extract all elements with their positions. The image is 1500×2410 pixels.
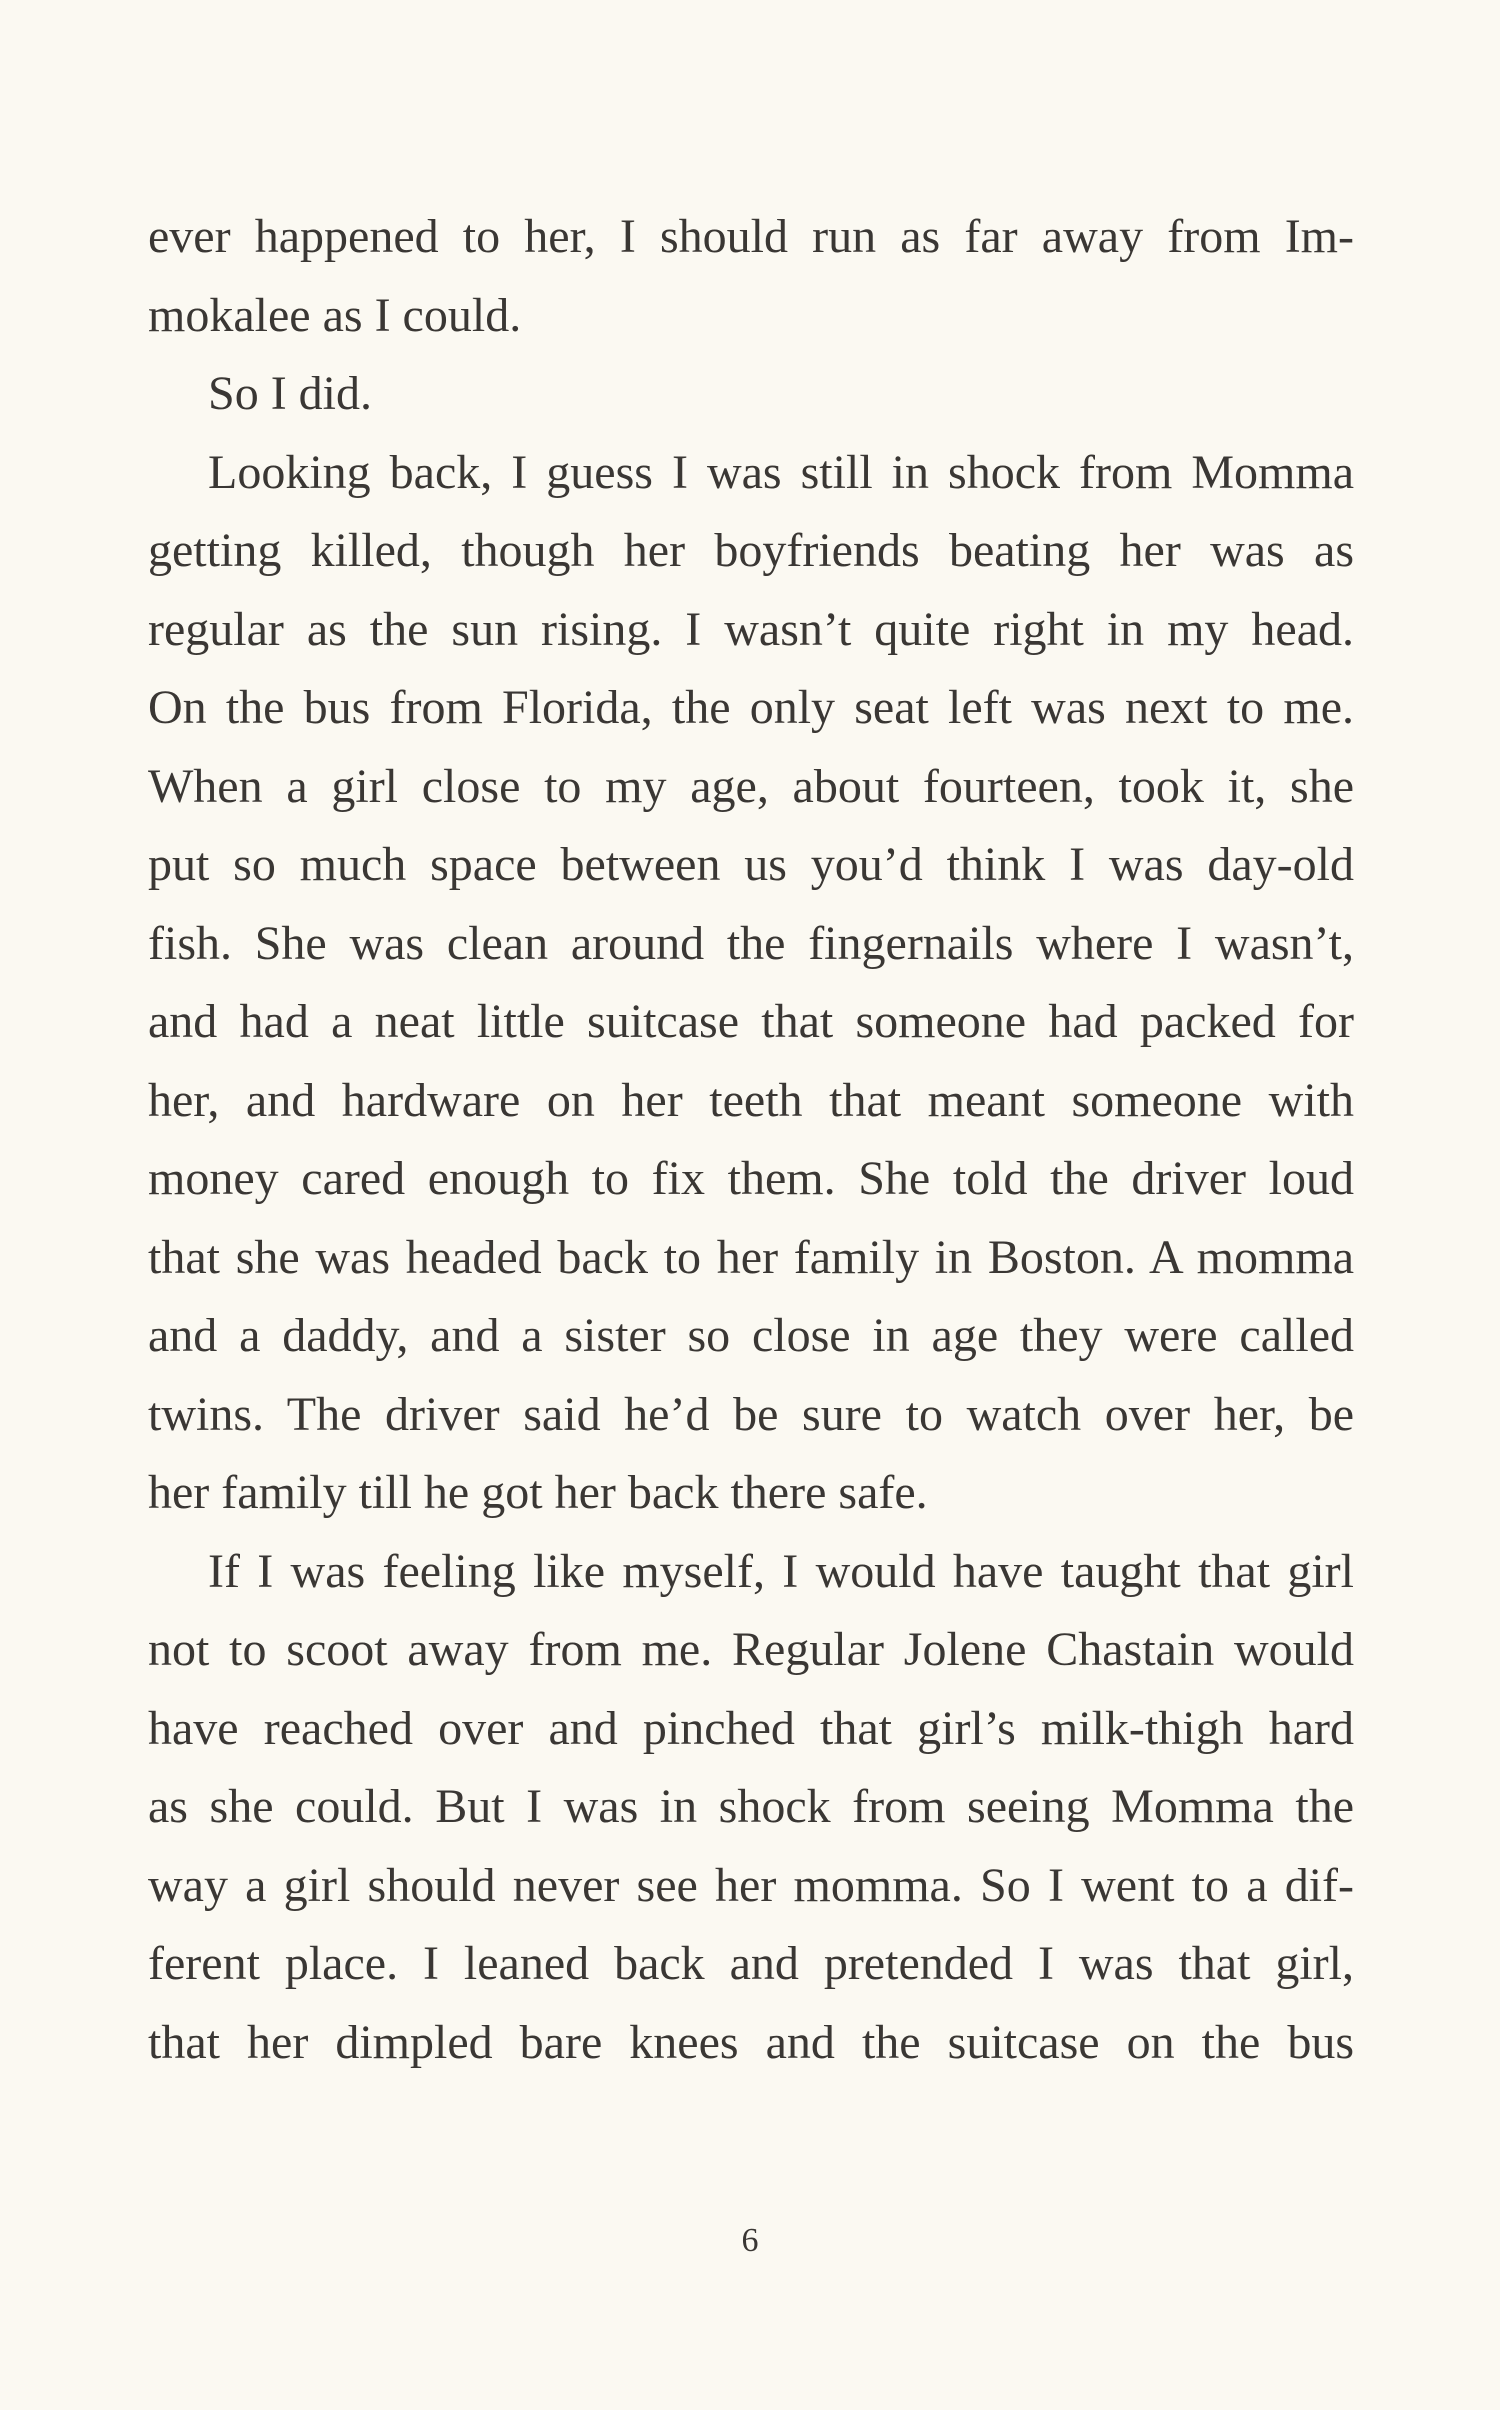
text-line: that her dimpled bare knees and the suitcase on the bus xyxy=(148,2015,1354,2069)
text-line: Looking back, I guess I was still in shock from Momma xyxy=(208,445,1354,499)
text-line: On the bus from Florida, the only seat left was next to me. xyxy=(148,681,1354,734)
text-line: regular as the sun rising. I wasn’t quite right in my head. xyxy=(148,602,1354,656)
text-line: ever happened to her, I should run as far away from Im- xyxy=(148,210,1354,263)
text-line: So I did. xyxy=(208,367,373,420)
text-line: have reached over and pinched that girl’s milk-thigh hard xyxy=(148,1701,1354,1755)
text-line: and a daddy, and a sister so close in age they were called xyxy=(148,1309,1354,1362)
text-line: not to scoot away from me. Regular Jolene Chastain would xyxy=(148,1623,1354,1676)
text-line: her family till he got her back there safe. xyxy=(148,1466,928,1519)
page-number: 6 xyxy=(741,2222,759,2259)
text-line: and had a neat little suitcase that someone had packed for xyxy=(148,995,1354,1048)
text-line: getting killed, though her boyfriends beating her was as xyxy=(148,524,1354,577)
text-line: her, and hardware on her teeth that meant someone with xyxy=(148,1073,1354,1127)
text-line: that she was headed back to her family in Boston. A momma xyxy=(148,1230,1354,1284)
text-line: as she could. But I was in shock from seeing Momma the xyxy=(148,1780,1354,1833)
text-line: put so much space between us you’d think I was day-old xyxy=(148,838,1354,891)
text-line: ferent place. I leaned back and pretended I was that girl, xyxy=(148,1937,1354,1990)
text-line: mokalee as I could. xyxy=(148,288,522,342)
text-line: twins. The driver said he’d be sure to watch over her, be xyxy=(148,1387,1354,1441)
text-line: way a girl should never see her momma. So I went to a dif- xyxy=(148,1858,1354,1912)
text-line: If I was feeling like myself, I would have taught that girl xyxy=(208,1544,1354,1598)
text-line: fish. She was clean around the fingernails where I wasn’t, xyxy=(148,916,1354,970)
body-text xyxy=(148,198,1354,2082)
text-line: When a girl close to my age, about fourteen, took it, she xyxy=(148,759,1354,813)
text-line: money cared enough to fix them. She told the driver loud xyxy=(148,1152,1354,1205)
